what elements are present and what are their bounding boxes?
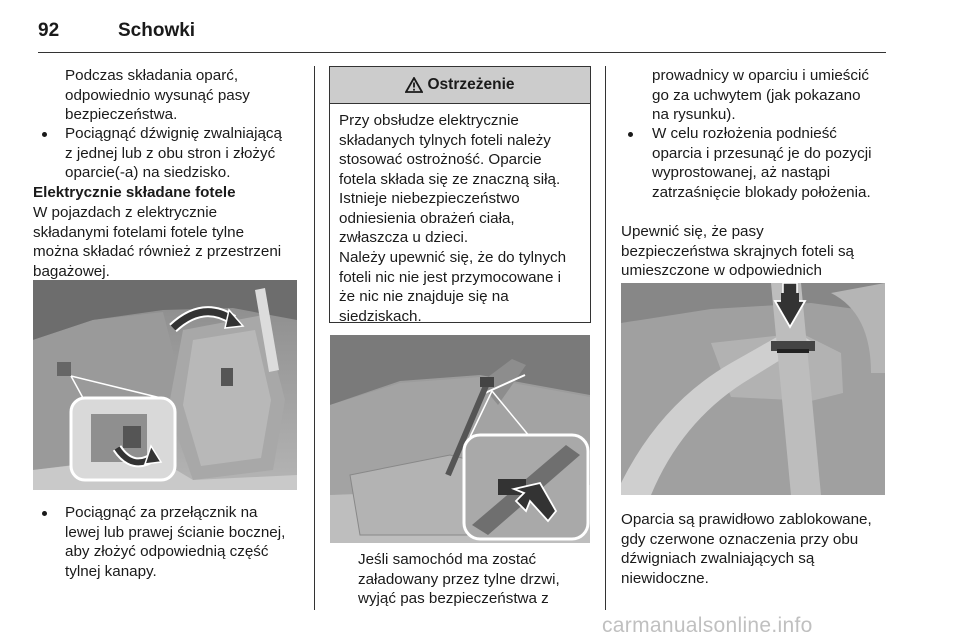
electric-seats-text: W pojazdach z elektrycznie składanymi fotelami fotele tylne można składać również z przestrzeni bagażowej. (33, 204, 282, 280)
figure-seat-lock (621, 283, 885, 495)
intro-text: Podczas składania oparć, odpowiednio wysunąć pasy bezpieczeństwa. (65, 67, 250, 123)
warning-box (329, 66, 591, 323)
page-number: 92 (38, 20, 60, 41)
belts-check-text: Upewnić się, że pasy bezpieczeństwa skrajnych foteli są umieszczone w odpowiednich (621, 223, 854, 279)
bullet-marker (42, 132, 47, 137)
page-title: Schowki (118, 20, 196, 41)
warning-triangle-icon (405, 77, 423, 93)
warning-paragraph-1: Przy obsłudze elektrycznie składanych tylnych foteli należy stosować ostrożność. Oparcie fotela składa się ze znaczną siłą. Istnieje niebezpieczeństwo odniesienia obrażeń ciała, zwłaszcza u dzieci. (339, 112, 561, 246)
belt-continuation-text: prowadnicy w oparciu i umieścić go za uchwytem (jak pokazano na rysunku). (652, 67, 869, 123)
bullet-marker (628, 132, 633, 137)
watermark: carmanualsonline.info (602, 614, 813, 637)
bullet-release-lever: Pociągnąć dźwignię zwalniającą z jednej lub z obu stron i złożyć oparcie(-a) na siedzisko. (65, 125, 282, 181)
column-divider-right (605, 66, 606, 610)
bullet-marker (42, 511, 47, 516)
figure-belt-guide (330, 335, 590, 543)
figure-cargo-switch (33, 280, 297, 490)
section-heading: Elektrycznie składane fotele (33, 184, 236, 201)
warning-title: Ostrzeżenie (427, 76, 515, 93)
locked-correctly-text: Oparcia są prawidłowo zablokowane, gdy czerwone oznaczenia przy obu dźwigniach zwalniających są niewidoczne. (621, 511, 872, 587)
column-divider-left (314, 66, 315, 610)
bullet-pull-switch: Pociągnąć za przełącznik na lewej lub prawej ścianie bocznej, aby złożyć odpowiednią część tylnej kanapy. (65, 504, 286, 580)
warning-header (330, 67, 590, 104)
bullet-unfold-seats: W celu rozłożenia podnieść oparcia i przesunąć je do pozycji wyprostowanej, aż nastąpi zatrzaśnięcie blokady położenia. (652, 125, 872, 201)
warning-paragraph-2: Należy upewnić się, że do tylnych foteli nic nie jest przymocowane i że nic nie znajduje się na siedziskach. (339, 249, 567, 325)
page-header (38, 18, 886, 53)
belt-removal-text: Jeśli samochód ma zostać załadowany przez tylne drzwi, wyjąć pas bezpieczeństwa z (358, 551, 560, 607)
